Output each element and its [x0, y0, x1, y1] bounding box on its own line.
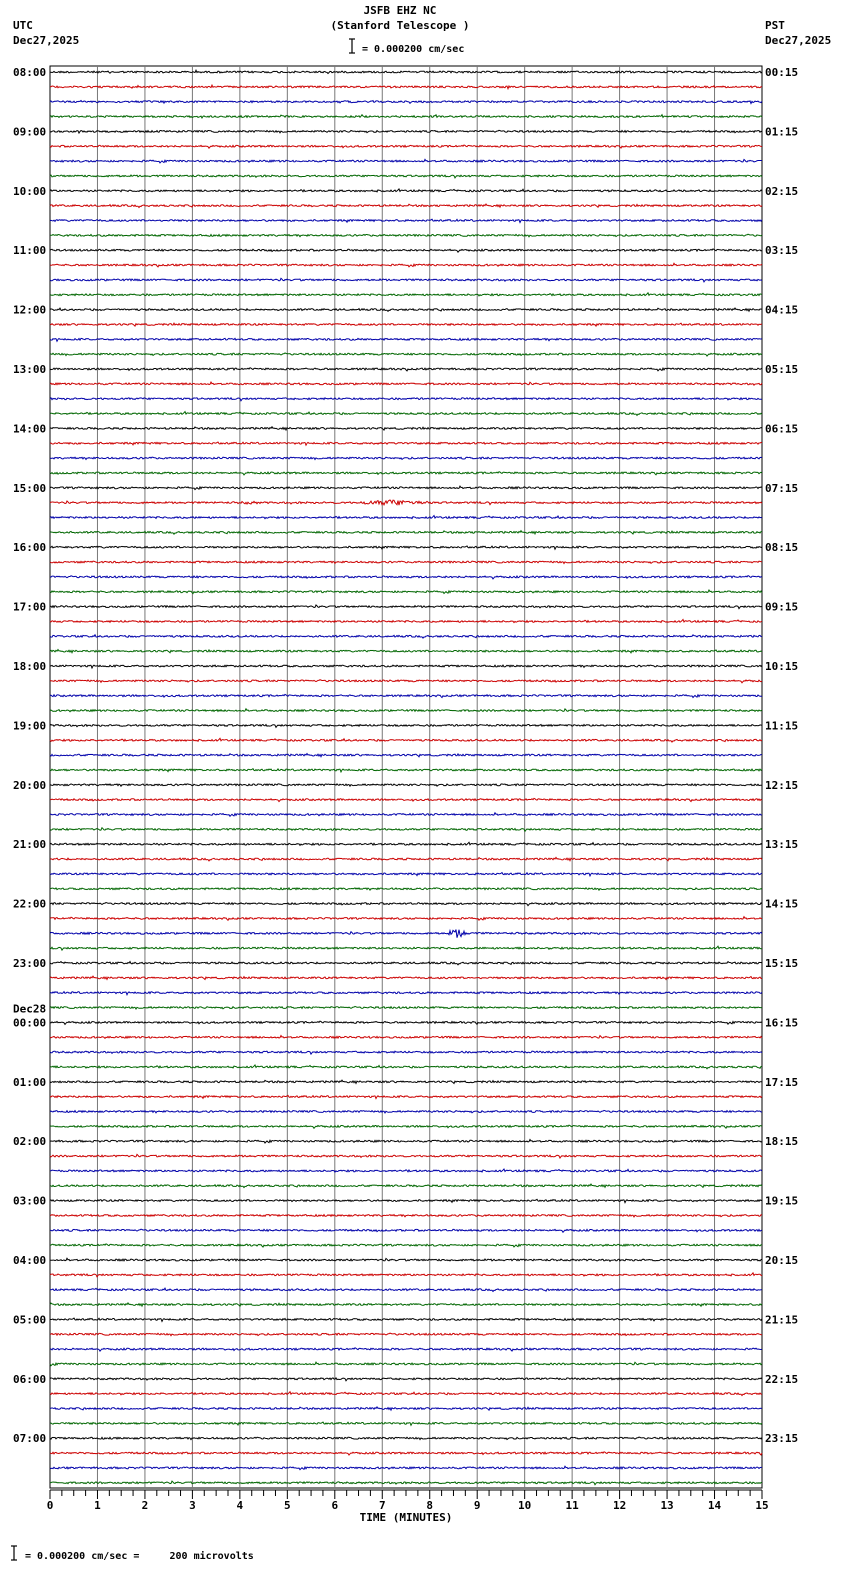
right-hour-label: 22:15	[765, 1372, 799, 1386]
right-hour-label: 14:15	[765, 897, 799, 911]
x-tick-label: 5	[284, 1499, 291, 1512]
right-date: Dec27,2025	[765, 34, 832, 47]
trace-47	[50, 769, 762, 772]
trace-8	[50, 189, 762, 192]
x-tick-label: 13	[660, 1499, 674, 1512]
trace-82	[50, 1288, 762, 1291]
left-hour-label: 05:00	[13, 1313, 47, 1327]
left-hour-label: 09:00	[13, 125, 47, 139]
trace-33	[50, 561, 762, 563]
left-hour-label: 22:00	[13, 897, 47, 911]
trace-1	[50, 85, 762, 89]
trace-68	[50, 1080, 762, 1083]
trace-56	[50, 903, 762, 906]
trace-78	[50, 1229, 762, 1232]
x-tick-label: 6	[331, 1499, 339, 1512]
right-hour-label: 10:15	[765, 660, 799, 673]
left-hour-label: 20:00	[13, 778, 47, 792]
trace-24	[50, 427, 762, 430]
trace-64	[50, 1021, 762, 1024]
left-hour-label: 14:00	[13, 422, 47, 436]
trace-84	[50, 1318, 762, 1321]
trace-3	[50, 115, 762, 118]
trace-66	[50, 1051, 762, 1054]
x-tick-label: 10	[518, 1499, 532, 1512]
x-tick-label: 12	[612, 1499, 627, 1512]
trace-6	[50, 159, 762, 163]
left-hour-label: 23:00	[13, 957, 47, 970]
trace-30	[50, 516, 762, 519]
trace-95	[50, 1481, 762, 1485]
right-hour-label: 17:15	[765, 1075, 799, 1089]
trace-37	[50, 620, 762, 623]
trace-14	[50, 278, 762, 282]
trace-75	[50, 1184, 762, 1188]
trace-12	[50, 249, 762, 252]
left-hour-label: 21:00	[13, 838, 47, 852]
trace-44	[50, 725, 762, 728]
x-tick-label: 11	[565, 1499, 579, 1512]
trace-63	[50, 1006, 762, 1009]
trace-71	[50, 1125, 762, 1128]
left-hour-label: 12:00	[13, 303, 47, 317]
trace-59	[50, 946, 762, 950]
trace-55	[50, 888, 762, 890]
trace-31	[50, 531, 762, 535]
trace-28	[50, 486, 762, 490]
trace-7	[50, 175, 762, 178]
right-hour-label: 21:15	[765, 1313, 799, 1327]
trace-38	[50, 635, 762, 638]
right-hour-label: 07:15	[765, 481, 799, 495]
trace-0	[50, 70, 762, 73]
trace-22	[50, 398, 762, 401]
trace-77	[50, 1215, 762, 1217]
trace-69	[50, 1095, 762, 1098]
trace-11	[50, 234, 762, 237]
x-tick-label: 14	[707, 1499, 722, 1512]
right-hour-label: 19:15	[765, 1194, 799, 1208]
left-hour-label: 19:00	[13, 719, 47, 733]
left-hour-label: 11:00	[13, 244, 47, 258]
left-hour-label: 10:00	[13, 184, 47, 198]
right-hour-label: 12:15	[765, 778, 799, 792]
trace-58	[50, 930, 762, 938]
right-hour-label: 05:15	[765, 363, 799, 376]
left-hour-label: 01:00	[13, 1075, 47, 1089]
trace-94	[50, 1466, 762, 1470]
right-hour-label: 06:15	[765, 422, 799, 436]
trace-62	[50, 992, 762, 995]
trace-74	[50, 1169, 762, 1172]
left-hour-label: 07:00	[13, 1432, 47, 1446]
left-hour-label: 02:00	[13, 1135, 47, 1149]
footer-scale-note: = 0.000200 cm/sec = 200 microvolts	[25, 1551, 254, 1562]
trace-19	[50, 353, 762, 356]
trace-81	[50, 1273, 762, 1277]
trace-65	[50, 1036, 762, 1039]
right-hour-label: 02:15	[765, 184, 799, 198]
trace-51	[50, 828, 762, 832]
right-hour-label: 13:15	[765, 838, 799, 852]
trace-54	[50, 873, 762, 876]
x-tick-label: 9	[473, 1499, 481, 1512]
right-hour-label: 01:15	[765, 125, 799, 139]
left-hour-label: 13:00	[13, 363, 47, 376]
trace-86	[50, 1348, 762, 1351]
trace-5	[50, 145, 762, 148]
station-title: JSFB EHZ NC	[363, 4, 437, 17]
trace-18	[50, 338, 762, 341]
left-hour-label: 04:00	[13, 1254, 47, 1267]
trace-42	[50, 694, 762, 697]
trace-57	[50, 917, 762, 921]
right-hour-label: 08:15	[765, 541, 799, 555]
left-date: Dec27,2025	[13, 34, 80, 47]
x-tick-label: 2	[141, 1499, 149, 1512]
trace-61	[50, 976, 762, 979]
trace-53	[50, 857, 762, 861]
x-tick-label: 15	[755, 1499, 769, 1512]
right-hour-label: 03:15	[765, 244, 799, 258]
trace-83	[50, 1303, 762, 1306]
scale-label: = 0.000200 cm/sec	[362, 44, 465, 55]
right-hour-label: 04:15	[765, 303, 799, 317]
trace-2	[50, 101, 762, 104]
left-timezone: UTC	[13, 19, 33, 32]
trace-40	[50, 665, 762, 668]
trace-60	[50, 962, 762, 965]
trace-16	[50, 308, 762, 311]
trace-93	[50, 1452, 762, 1455]
trace-43	[50, 709, 762, 712]
right-hour-label: 15:15	[765, 957, 799, 970]
x-tick-label: 1	[94, 1499, 101, 1512]
trace-50	[50, 813, 762, 817]
trace-27	[50, 472, 762, 475]
trace-80	[50, 1258, 762, 1261]
right-hour-label: 18:15	[765, 1135, 799, 1149]
left-hour-label: 06:00	[13, 1372, 47, 1386]
telescope-subtitle: (Stanford Telescope )	[330, 19, 470, 32]
left-hour-label: 08:00	[13, 66, 47, 79]
trace-15	[50, 293, 762, 296]
trace-92	[50, 1437, 762, 1440]
trace-73	[50, 1154, 762, 1158]
trace-25	[50, 442, 762, 445]
left-hour-label: 17:00	[13, 600, 47, 614]
trace-13	[50, 263, 762, 267]
left-hour-label: 00:00	[13, 1016, 47, 1030]
trace-21	[50, 382, 762, 385]
trace-49	[50, 798, 762, 801]
x-tick-label: 4	[236, 1499, 244, 1512]
left-hour-label: 03:00	[13, 1194, 47, 1208]
trace-23	[50, 412, 762, 416]
trace-52	[50, 842, 762, 845]
trace-89	[50, 1392, 762, 1396]
x-tick-label: 8	[426, 1499, 434, 1512]
right-timezone: PST	[765, 19, 785, 32]
trace-35	[50, 590, 762, 594]
left-hour-label: 18:00	[13, 660, 47, 673]
x-tick-label: 0	[46, 1499, 54, 1512]
trace-88	[50, 1378, 762, 1381]
trace-79	[50, 1244, 762, 1247]
trace-72	[50, 1140, 762, 1144]
trace-36	[50, 605, 762, 609]
trace-41	[50, 680, 762, 683]
trace-76	[50, 1199, 762, 1202]
x-tick-label: 7	[378, 1499, 386, 1512]
trace-4	[50, 130, 762, 133]
right-hour-label: 16:15	[765, 1016, 799, 1030]
trace-45	[50, 738, 762, 742]
trace-34	[50, 576, 762, 579]
trace-32	[50, 546, 762, 549]
trace-39	[50, 650, 762, 653]
right-hour-label: 20:15	[765, 1254, 799, 1267]
trace-26	[50, 457, 762, 460]
left-hour-label: 15:00	[13, 481, 47, 495]
right-hour-label: 23:15	[765, 1432, 799, 1446]
right-hour-label: 00:15	[765, 66, 799, 79]
trace-9	[50, 204, 762, 208]
right-hour-label: 09:15	[765, 600, 799, 614]
trace-17	[50, 323, 762, 326]
trace-46	[50, 754, 762, 757]
trace-90	[50, 1407, 762, 1410]
left-hour-label: 16:00	[13, 541, 47, 555]
trace-67	[50, 1065, 762, 1069]
trace-20	[50, 368, 762, 371]
trace-70	[50, 1110, 762, 1113]
date-change-label: Dec28	[13, 1002, 47, 1016]
trace-87	[50, 1362, 762, 1366]
trace-85	[50, 1333, 762, 1336]
trace-10	[50, 219, 762, 222]
right-hour-label: 11:15	[765, 719, 799, 733]
x-tick-label: 3	[189, 1499, 196, 1512]
trace-48	[50, 784, 762, 787]
trace-91	[50, 1422, 762, 1425]
x-axis-label: TIME (MINUTES)	[359, 1511, 453, 1524]
trace-29	[50, 500, 762, 505]
